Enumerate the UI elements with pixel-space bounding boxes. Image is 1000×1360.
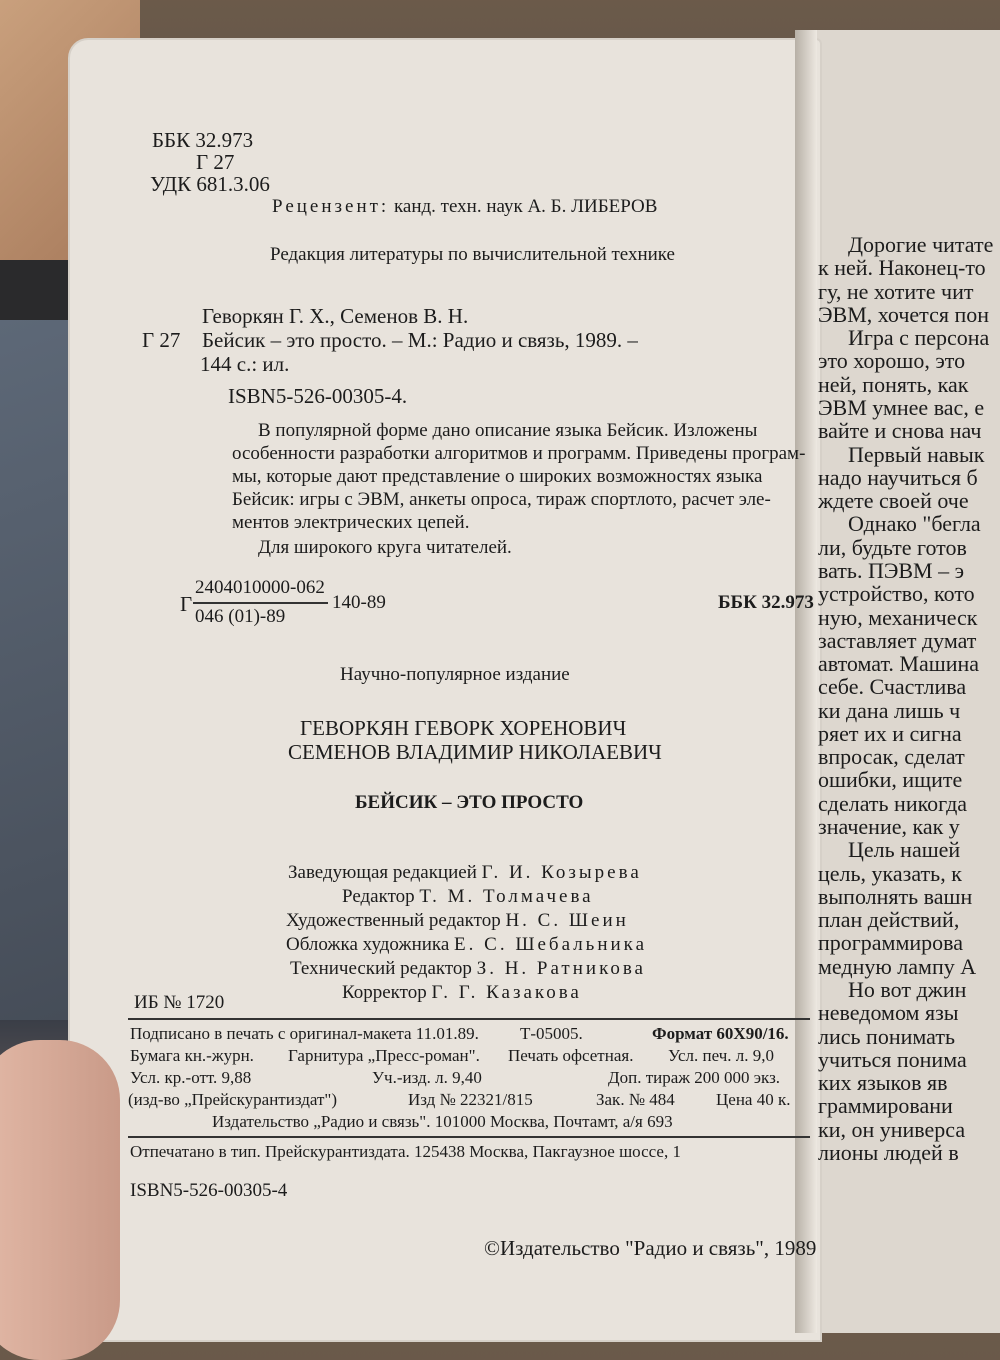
abstract-line-2: особенности разработки алгоритмов и программ. Приведены програм- (232, 443, 806, 464)
right-page-line: это хорошо, это (818, 348, 966, 374)
reviewer-label: Рецензент: (272, 196, 390, 217)
print-paper: Бумага кн.-журн. (130, 1046, 254, 1065)
print-kr-ott: Усл. кр.-отт. 9,88 (130, 1068, 252, 1087)
isbn-line: ISBN5-526-00305-4. (228, 384, 408, 408)
right-page-line: граммировани (818, 1093, 953, 1119)
right-page-line: выполнять вашн (818, 883, 973, 909)
right-page-line: автомат. Машина (818, 651, 980, 677)
right-page-line: вайте и снова нач (818, 418, 982, 444)
right-page-line: неведомом язы (818, 1000, 959, 1026)
right-page-line: вать. ПЭВМ – э (818, 557, 965, 583)
right-page-line: Игра с персона (848, 325, 990, 351)
right-page-line: к ней. Наконец-то (818, 255, 986, 281)
print-t-code: Т-05005. (520, 1024, 583, 1043)
hand (0, 1040, 120, 1360)
right-page-line: надо научиться б (818, 464, 978, 490)
formula-bbk: ББК 32.973 (718, 592, 814, 613)
right-page-line: Первый навык (848, 441, 985, 467)
author-full-2: СЕМЕНОВ ВЛАДИМИР НИКОЛАЕВИЧ (288, 740, 662, 764)
print-format: Формат 60Х90/16. (652, 1024, 789, 1043)
credit-role: Художественный редактор (286, 910, 501, 931)
right-page-line: себе. Счастлива (818, 674, 967, 700)
right-page-line: программирова (818, 930, 964, 956)
catalog-code: Г 27 (142, 328, 181, 352)
right-page-line: Однако "бегла (848, 511, 981, 537)
author-full-1: ГЕВОРКЯН ГЕВОРК ХОРЕНОВИЧ (300, 716, 627, 740)
print-izd-no: Изд № 22321/815 (408, 1090, 533, 1109)
imprint-top-rule (128, 1018, 810, 1020)
right-page-line: гу, не хотите чит (818, 278, 974, 304)
abstract-line-1: В популярной форме дано описание языка Бейсик. Изложены (258, 420, 758, 441)
credit-row (286, 910, 629, 932)
print-uch: Уч.-изд. л. 9,40 (372, 1068, 482, 1087)
bbk-code: ББК 32.973 (152, 128, 254, 152)
edition-type: Научно-популярное издание (340, 664, 570, 685)
credit-name: Г. И. Козырева (481, 862, 642, 883)
right-page-line: ряет их и сигна (818, 720, 962, 746)
formula-denominator: 046 (01)-89 (195, 606, 286, 627)
right-page-line: цель, указать, к (818, 860, 962, 886)
print-tirazh: Доп. тираж 200 000 экз. (608, 1068, 781, 1087)
ib-number: ИБ № 1720 (134, 992, 225, 1013)
right-page-line: учиться понима (818, 1046, 967, 1072)
print-izd-vo: (изд-во „Прейскурантиздат") (128, 1090, 338, 1109)
print-signed: Подписано в печать с оригинал-макета 11.01.89. (130, 1024, 479, 1043)
credit-row (288, 862, 642, 884)
print-price: Цена 40 к. (716, 1090, 791, 1109)
credit-role: Обложка художника (286, 934, 450, 955)
right-page-line: план действий, (818, 907, 960, 933)
formula-numerator: 2404010000-062 (195, 577, 325, 598)
right-page-line: ней, понять, как (818, 371, 969, 397)
pages-line: 144 с.: ил. (200, 352, 290, 376)
right-page-line: ЭВМ, хочется пон (818, 301, 989, 327)
udk-code: УДК 681.3.06 (150, 172, 270, 196)
book-title: БЕЙСИК – ЭТО ПРОСТО (355, 792, 584, 813)
title-line: Бейсик – это просто. – М.: Радио и связь, 1989. – (202, 328, 638, 352)
right-page-line: заставляет думат (818, 627, 977, 653)
credit-role: Редактор (342, 886, 415, 907)
right-page-line: Дорогие читате (848, 232, 994, 257)
right-page-line: Цель нашей (848, 837, 961, 863)
right-page-line: медную лампу А (818, 953, 977, 979)
copyright: ©Издательство "Радио и связь", 1989 (484, 1236, 817, 1260)
abstract-line-4: Бейсик: игры с ЭВМ, анкеты опроса, тираж спортлото, расчет эле- (232, 489, 771, 510)
reviewer-name: канд. техн. наук А. Б. ЛИБЕРОВ (393, 196, 658, 217)
right-page-line: ли, будьте готов (818, 534, 967, 560)
credit-row (342, 982, 582, 1004)
right-page-line: лись понимать (818, 1023, 955, 1049)
formula-prefix: Г (180, 592, 193, 616)
right-page-line: значение, как у (818, 814, 960, 840)
imprint-bottom-rule (128, 1136, 810, 1138)
print-sheets: Усл. печ. л. 9,0 (668, 1046, 775, 1065)
credit-name: Г. Г. Казакова (431, 982, 582, 1003)
print-font: Гарнитура „Пресс-роман". (288, 1046, 480, 1065)
formula-rule (193, 602, 328, 604)
credit-role: Корректор (342, 982, 427, 1003)
abstract-line-5: ментов электрических цепей. (232, 512, 470, 533)
authors-line: Геворкян Г. Х., Семенов В. Н. (202, 304, 469, 328)
print-type: Печать офсетная. (508, 1046, 634, 1065)
credit-name: Н. С. Шеин (505, 910, 629, 931)
reviewer-line (272, 196, 657, 218)
credit-name: Т. М. Толмачева (419, 886, 594, 907)
credit-role: Заведующая редакцией (288, 862, 477, 883)
credit-name: Е. С. Шебальника (454, 934, 648, 955)
right-page-line: лионы людей в (818, 1140, 959, 1165)
print-publisher: Издательство „Радио и связь". 101000 Москва, Почтамт, а/я 693 (212, 1112, 673, 1131)
credit-row (342, 886, 594, 908)
right-page-line: ошибки, ищите (818, 767, 963, 793)
right-page-line: ки дана лишь ч (818, 697, 961, 723)
credit-role: Технический редактор (290, 958, 472, 979)
right-page-line: устройство, кото (818, 581, 975, 607)
right-page-line: Но вот джин (848, 977, 967, 1003)
right-page-line: впросак, сделат (818, 744, 965, 770)
right-page-line: ких языков яв (818, 1070, 948, 1096)
audience-line: Для широкого круга читателей. (258, 537, 512, 558)
right-page-line: ждете своей оче (818, 488, 969, 514)
credit-row (290, 958, 646, 980)
right-page-line: ную, механическ (818, 604, 978, 630)
credit-name: З. Н. Ратникова (476, 958, 646, 979)
g27-code: Г 27 (196, 150, 235, 174)
right-page-line: ки, он универса (818, 1116, 966, 1142)
credit-row (286, 934, 647, 956)
editorial-line: Редакция литературы по вычислительной технике (270, 244, 675, 265)
right-page-line: ЭВМ умнее вас, е (818, 394, 985, 420)
abstract-line-3: мы, которые дают представление о широких возможностях языка (232, 466, 763, 487)
right-page-line: сделать никогда (818, 790, 968, 816)
print-zak: Зак. № 484 (596, 1090, 675, 1109)
printed-at: Отпечатано в тип. Прейскурантиздата. 125438 Москва, Пакгаузное шоссе, 1 (130, 1142, 681, 1161)
isbn-bottom: ISBN5-526-00305-4 (130, 1180, 288, 1201)
formula-suffix: 140-89 (332, 592, 386, 613)
